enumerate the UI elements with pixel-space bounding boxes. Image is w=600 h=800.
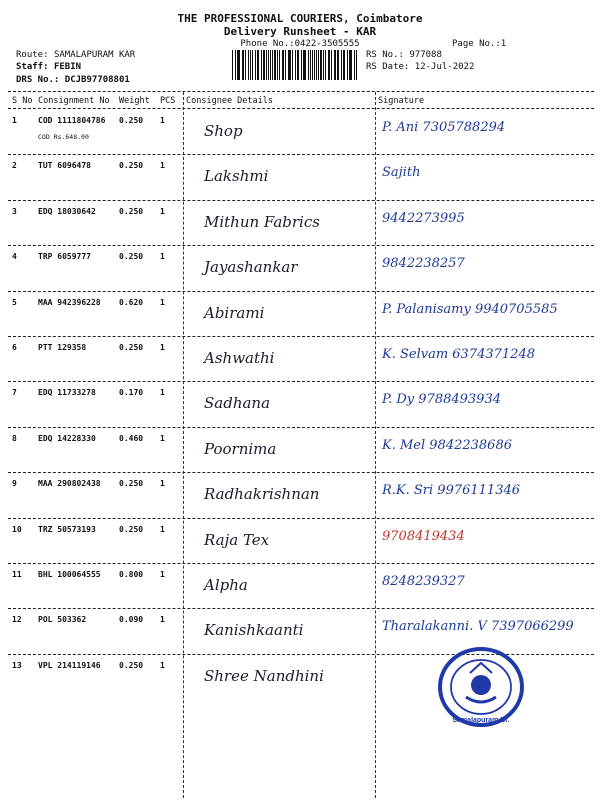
route-value: SAMALAPURAM KAR <box>53 50 136 60</box>
barcode-bar <box>248 50 249 80</box>
barcode-bar <box>310 50 311 80</box>
consignee-column-divider <box>183 92 184 798</box>
row-serial-number: 3 <box>12 206 17 216</box>
row-signature-handwriting: 9442273995 <box>382 210 465 226</box>
row-divider <box>8 200 594 201</box>
barcode-bar <box>314 50 315 80</box>
barcode-bar <box>232 50 233 80</box>
row-weight: 0.250 <box>119 116 144 125</box>
row-serial-number: 11 <box>12 570 22 579</box>
header-bottom-divider <box>8 108 594 109</box>
barcode-bar <box>343 50 344 80</box>
col-pcs-header: PCS <box>160 96 176 106</box>
barcode-bar <box>292 50 293 80</box>
page-number: Page No.:1 <box>452 39 507 49</box>
row-serial-number: 13 <box>12 660 22 670</box>
row-signature-handwriting: R.K. Sri 9976111346 <box>382 483 521 499</box>
row-signature-handwriting: 8248239327 <box>382 574 465 589</box>
barcode-bar <box>268 50 269 80</box>
drs-label: DRS No.: <box>16 75 60 85</box>
row-consignment-number: POL 503362 <box>38 615 87 625</box>
row-weight: 0.460 <box>119 433 144 443</box>
col-consignment-header: Consignment No <box>38 96 110 106</box>
barcode-bar <box>277 50 279 80</box>
barcode-bar <box>243 50 244 80</box>
barcode-bar <box>350 50 352 80</box>
row-pieces: 1 <box>160 479 165 489</box>
row-cod-amount: COD Rs.648.00 <box>38 133 89 141</box>
barcode-bar <box>347 50 348 80</box>
row-pieces: 1 <box>160 343 165 352</box>
barcode-bar <box>242 50 243 80</box>
row-consignment-number: COD 1111804786 <box>38 116 106 125</box>
header-top-divider <box>8 91 594 92</box>
row-consignment-number: TRP 6059777 <box>38 252 91 262</box>
row-divider <box>8 154 594 155</box>
barcode-bar <box>344 50 345 80</box>
row-pieces: 1 <box>160 116 165 125</box>
row-serial-number: 7 <box>12 388 17 398</box>
row-pieces: 1 <box>160 570 165 579</box>
row-serial-number: 12 <box>12 615 22 625</box>
col-weight-header: Weight <box>119 96 150 106</box>
barcode-bar <box>263 50 265 80</box>
barcode-bar <box>257 50 258 80</box>
row-signature-handwriting: P. Palanisamy 9940705585 <box>382 301 558 317</box>
barcode-bar <box>303 50 304 80</box>
rs-number-info <box>366 50 442 60</box>
row-consignee-handwriting: Radhakrishnan <box>204 485 320 504</box>
barcode <box>232 50 358 80</box>
barcode-bar <box>237 50 238 80</box>
barcode-bar <box>312 50 313 80</box>
barcode-bar <box>328 50 329 80</box>
barcode-bar <box>301 50 302 80</box>
row-weight: 0.250 <box>119 206 144 216</box>
row-signature-handwriting: K. Selvam 6374371248 <box>382 347 535 362</box>
barcode-bar <box>338 50 339 80</box>
route-label: Route: <box>16 50 49 60</box>
row-consignment-number: MAA 942396228 <box>38 297 101 307</box>
barcode-bar <box>297 50 298 80</box>
row-weight: 0.250 <box>119 524 144 534</box>
barcode-bar <box>274 50 275 80</box>
barcode-bar <box>235 50 236 80</box>
row-signature-handwriting: P. Dy 9788493934 <box>382 392 501 408</box>
row-serial-number: 1 <box>12 116 17 125</box>
drs-info <box>16 75 130 85</box>
row-consignee-handwriting: Jayashankar <box>204 258 298 277</box>
row-pieces: 1 <box>160 252 165 262</box>
barcode-bar <box>298 50 299 80</box>
row-consignee-handwriting: Kanishkaanti <box>204 621 304 640</box>
row-weight: 0.620 <box>119 297 144 307</box>
row-serial-number: 4 <box>12 252 17 262</box>
row-serial-number: 2 <box>12 161 17 171</box>
row-weight: 0.250 <box>119 343 144 352</box>
barcode-bar <box>325 50 326 80</box>
barcode-bar <box>289 50 291 80</box>
row-pieces: 1 <box>160 524 165 534</box>
barcode-bar <box>282 50 283 80</box>
drs-value: DCJB97708801 <box>64 75 130 85</box>
barcode-bar <box>258 50 259 80</box>
row-consignee-handwriting: Abirami <box>204 303 265 322</box>
row-signature-handwriting: 9708419434 <box>382 528 465 544</box>
row-divider <box>8 518 594 519</box>
staff-label: Staff: <box>16 62 49 72</box>
row-weight: 0.250 <box>119 252 144 262</box>
staff-value: FEBIN <box>53 62 82 72</box>
barcode-bar <box>272 50 273 80</box>
row-consignment-number: TRZ 50573193 <box>38 524 96 534</box>
row-divider <box>8 291 594 292</box>
row-divider <box>8 336 594 337</box>
runsheet-subtitle: Delivery Runsheet - KAR <box>223 25 377 38</box>
rs-number-value: 977088 <box>409 50 442 60</box>
barcode-bar <box>283 50 284 80</box>
staff-info <box>16 62 81 72</box>
row-signature-handwriting: P. Ani 7305788294 <box>382 120 506 135</box>
barcode-bar <box>295 50 296 80</box>
barcode-bar <box>334 50 336 80</box>
col-signature-header: Signature <box>378 96 425 106</box>
row-consignee-handwriting: Shree Nandhini <box>204 666 324 685</box>
row-consignee-handwriting: Mithun Fabrics <box>204 212 320 231</box>
row-pieces: 1 <box>160 615 165 625</box>
row-pieces: 1 <box>160 297 165 307</box>
row-consignee-handwriting: Alpha <box>204 576 248 594</box>
row-pieces: 1 <box>160 660 165 670</box>
route-info <box>16 50 135 60</box>
row-pieces: 1 <box>160 388 165 398</box>
row-serial-number: 9 <box>12 479 17 489</box>
col-sno-header: S No <box>12 96 33 106</box>
row-consignee-handwriting: Poornima <box>204 439 277 458</box>
row-divider <box>8 427 594 428</box>
row-weight: 0.250 <box>119 479 144 489</box>
phone-number: Phone No.:0422-3505555 <box>240 39 360 49</box>
row-signature-handwriting: K. Mel 9842238686 <box>382 437 512 453</box>
barcode-bar <box>318 50 319 80</box>
row-consignment-number: BHL 100064555 <box>38 570 101 579</box>
row-signature-handwriting: Tharalakanni. V 7397066299 <box>382 619 574 635</box>
rs-date-info <box>366 62 474 72</box>
row-weight: 0.800 <box>119 570 144 579</box>
row-divider <box>8 245 594 246</box>
barcode-bar <box>245 50 246 80</box>
barcode-bar <box>329 50 330 80</box>
row-weight: 0.250 <box>119 161 144 171</box>
row-pieces: 1 <box>160 433 165 443</box>
branch-seal-stamp <box>436 645 526 729</box>
row-consignee-handwriting: Sadhana <box>204 394 271 413</box>
barcode-bar <box>288 50 289 80</box>
row-consignee-handwriting: Ashwathi <box>204 349 275 367</box>
row-weight: 0.170 <box>119 388 144 398</box>
row-consignment-number: EDQ 11733278 <box>38 388 96 398</box>
barcode-bar <box>337 50 338 80</box>
barcode-bar <box>279 50 280 80</box>
row-divider <box>8 472 594 473</box>
barcode-bar <box>356 50 357 80</box>
row-consignment-number: MAA 290802438 <box>38 479 101 489</box>
rs-date-label: RS Date: <box>366 62 410 72</box>
row-signature-handwriting: 9842238257 <box>382 256 465 272</box>
rs-number-label: RS No.: <box>366 50 404 60</box>
company-title: THE PROFESSIONAL COURIERS, Coimbatore <box>177 12 423 25</box>
barcode-bar <box>266 50 267 80</box>
row-weight: 0.090 <box>119 615 144 625</box>
barcode-bar <box>252 50 254 80</box>
row-consignee-handwriting: Lakshmi <box>204 167 269 186</box>
rs-date-value: 12-Jul-2022 <box>414 62 475 72</box>
row-serial-number: 6 <box>12 343 17 352</box>
row-serial-number: 8 <box>12 433 17 443</box>
barcode-bar <box>316 50 317 80</box>
barcode-bar <box>261 50 262 80</box>
barcode-bar <box>308 50 309 80</box>
row-serial-number: 10 <box>12 524 22 534</box>
barcode-bar <box>331 50 332 80</box>
row-divider <box>8 608 594 609</box>
row-serial-number: 5 <box>12 297 17 307</box>
barcode-bar <box>255 50 256 80</box>
row-consignment-number: TUT 6096478 <box>38 161 91 171</box>
barcode-bar <box>354 50 355 80</box>
row-divider <box>8 381 594 382</box>
row-weight: 0.250 <box>119 660 144 670</box>
barcode-bar <box>250 50 251 80</box>
row-consignment-number: PTT 129358 <box>38 343 87 352</box>
barcode-bar <box>349 50 350 80</box>
row-signature-handwriting: Sajith <box>382 165 421 181</box>
row-consignment-number: EDQ 18030642 <box>38 206 96 216</box>
stamp-text: Samalapuram Br. <box>452 717 510 724</box>
row-divider <box>8 563 594 564</box>
barcode-bar <box>323 50 324 80</box>
row-pieces: 1 <box>160 161 165 171</box>
row-pieces: 1 <box>160 206 165 216</box>
row-consignment-number: VPL 214119146 <box>38 660 101 670</box>
barcode-bar <box>285 50 286 80</box>
col-consignee-header: Consignee Details <box>186 96 273 106</box>
row-consignment-number: EDQ 14228330 <box>38 433 96 443</box>
barcode-bar <box>270 50 271 80</box>
signature-column-divider <box>375 92 376 798</box>
row-consignee-handwriting: Raja Tex <box>204 530 270 549</box>
barcode-bar <box>304 50 306 80</box>
row-consignee-handwriting: Shop <box>204 122 243 140</box>
barcode-bar <box>238 50 240 80</box>
barcode-bar <box>341 50 342 80</box>
barcode-bar <box>320 50 322 80</box>
